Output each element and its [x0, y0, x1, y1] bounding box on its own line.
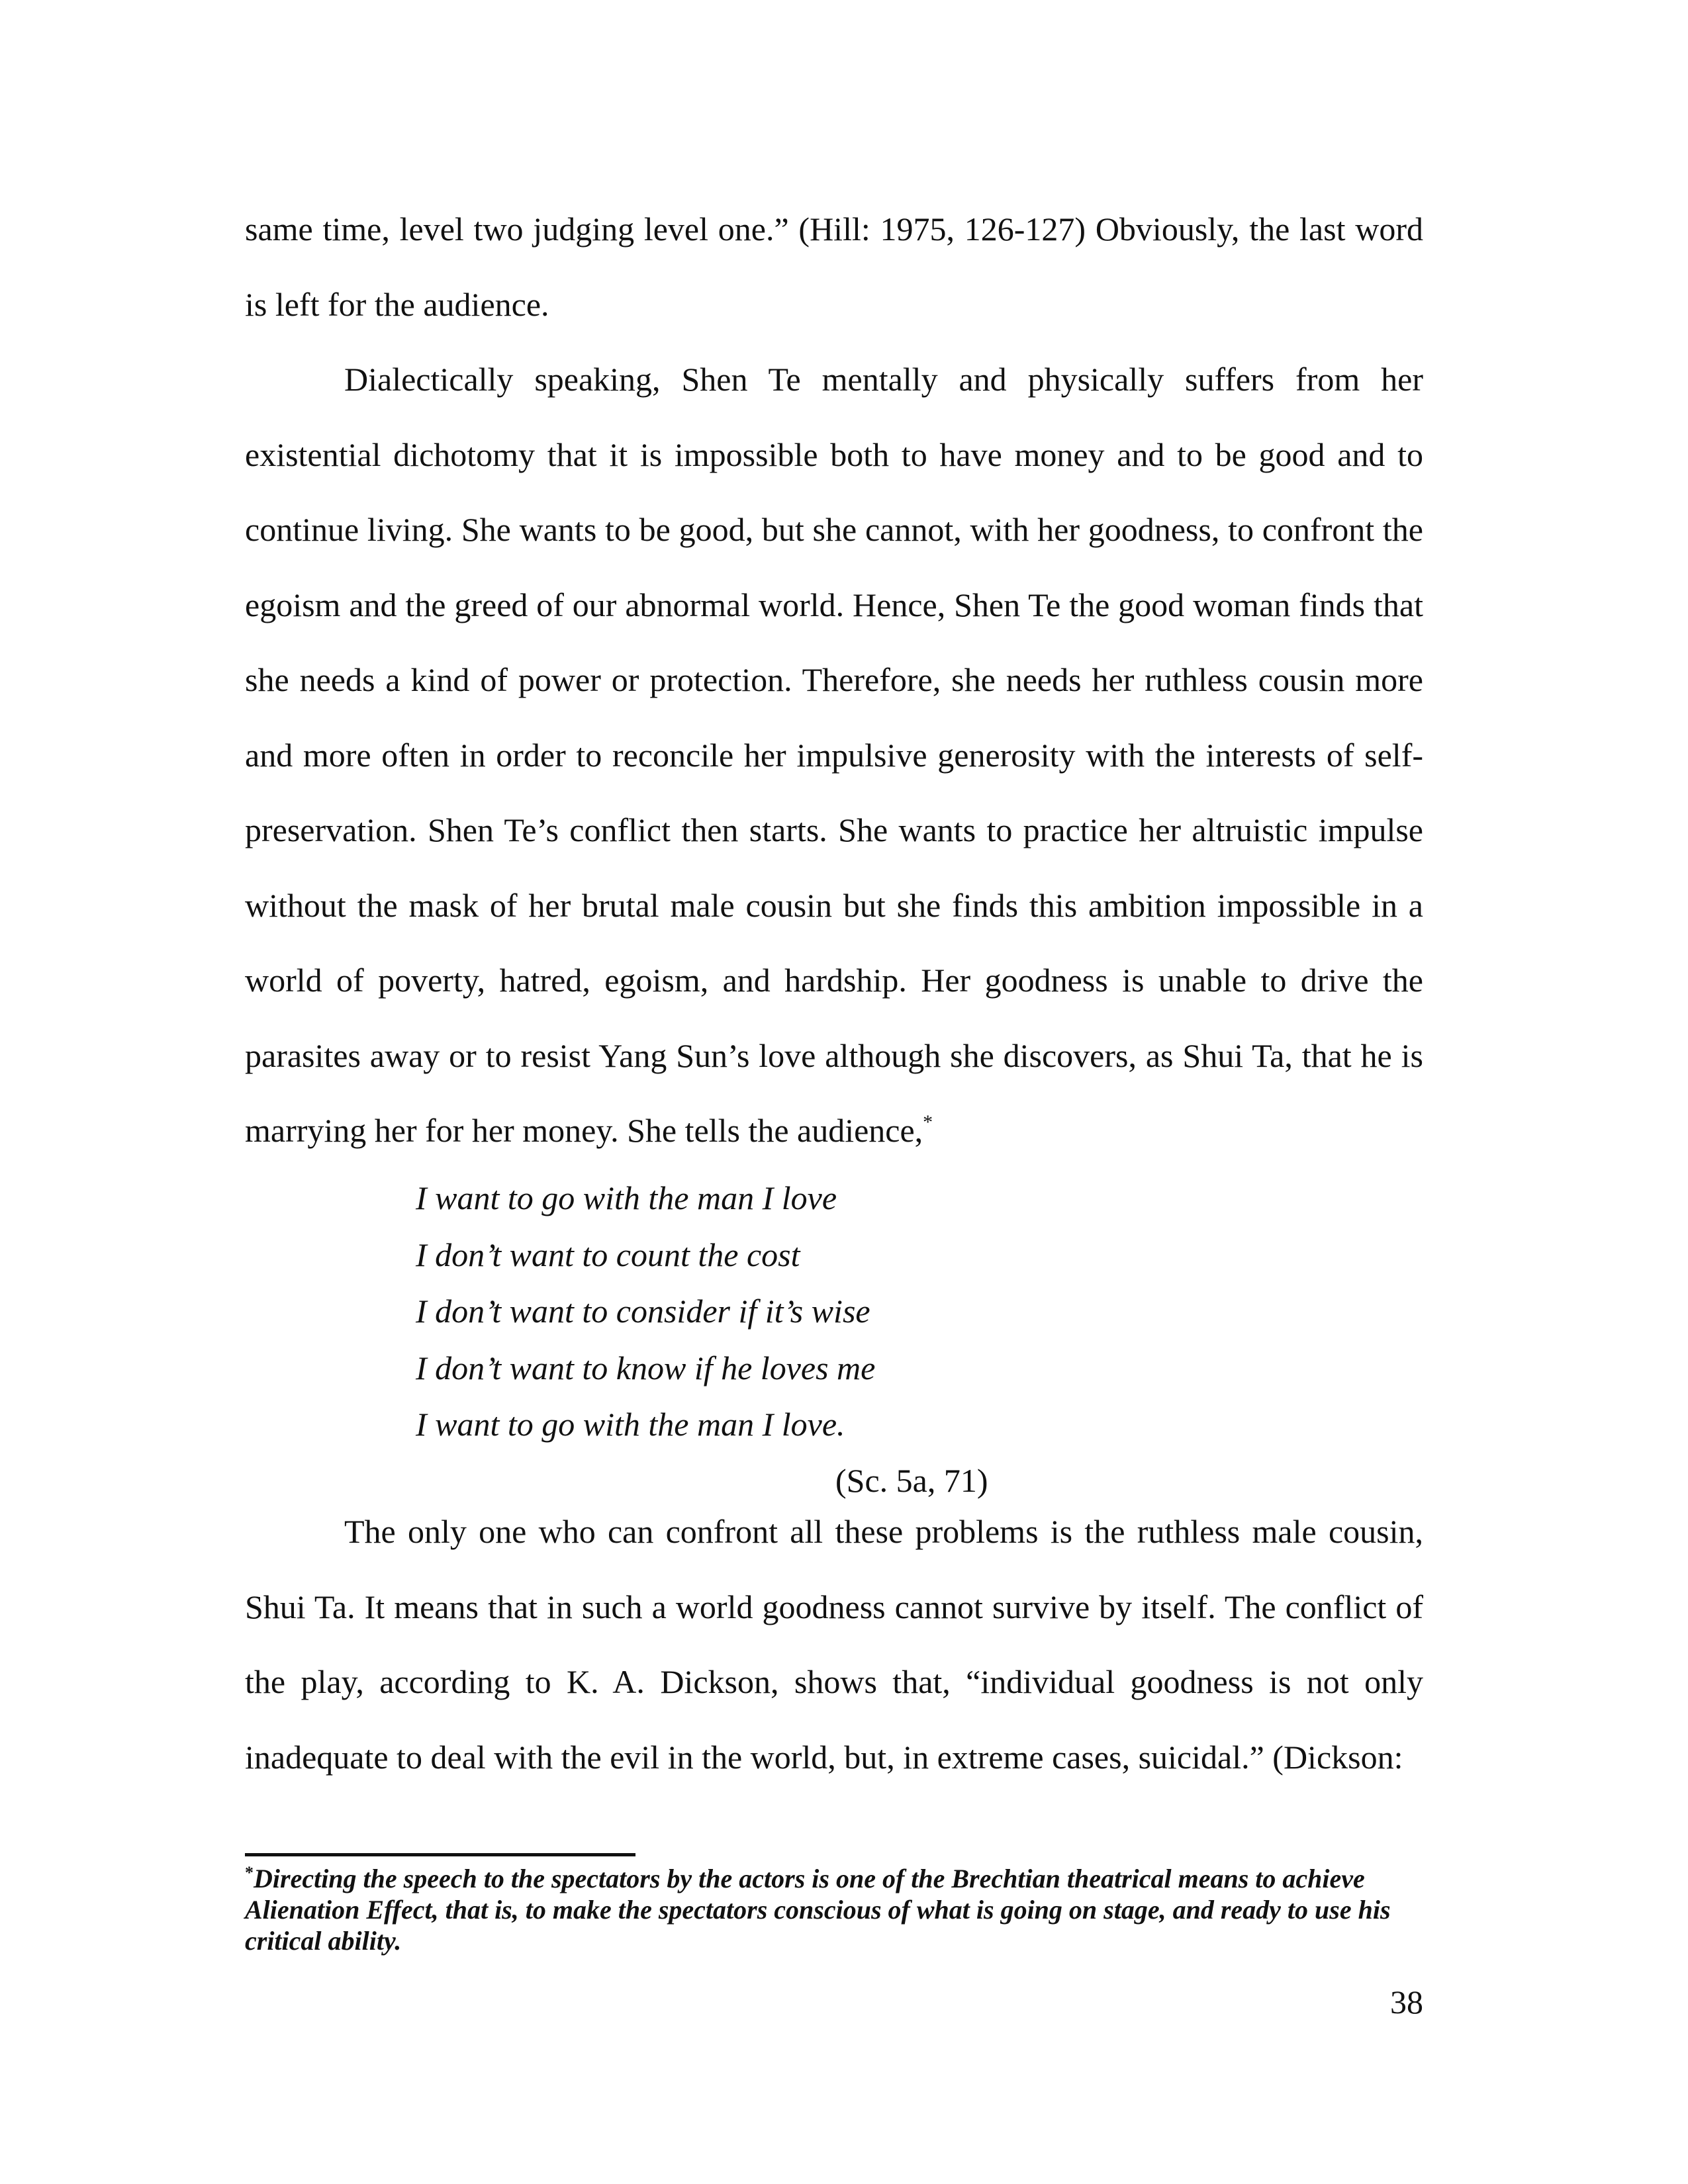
- body-text-lower: [245, 1494, 1423, 1795]
- paragraph-shen-te-dichotomy: [245, 342, 1423, 1169]
- footnote-text: Directing the speech to the spectators by the actors is one of the Brechtian theatrical means to achieve Alienation Effect, that is, to make the spectators conscious of what is going on stage, and ready to use his critical ability.: [245, 1864, 1391, 1956]
- verse-line: I don’t want to consider if it’s wise: [416, 1293, 870, 1330]
- paragraph-continuation: same time, level two judging level one.” (Hill: 1975, 126-127) Obviously, the last word is left for the audience.: [245, 210, 1423, 323]
- verse-line: I don’t want to count the cost: [416, 1236, 800, 1273]
- verse-line: I want to go with the man I love.: [416, 1406, 845, 1443]
- page-number: 38: [1390, 1983, 1423, 2021]
- verse-quotation: [416, 1170, 875, 1453]
- footnote-marker: *: [245, 1863, 254, 1882]
- paragraph-text: Dialectically speaking, Shen Te mentally and physically suffers from her existential dichotomy that it is impossible both to have money and to be good and to continue living. She wants to be good, but she cannot, with her goodness, to confront the egoism and the greed of our abnormal world. Hence, Shen Te the good woman finds that she needs a kind of power or protection. Therefore, she needs her ruthless cousin more and more often in order to reconcile her impulsive generosity with the interests of self-preservation. Shen Te’s conflict then starts. She wants to practice her altruistic impulse without the mask of her brutal male cousin but she finds this ambition impossible in a world of poverty, hatred, egoism, and hardship. Her goodness is unable to drive the parasites away or to resist Yang Sun’s love although she discovers, as Shui Ta, that he is marrying her for her money. She tells the audience,: [245, 361, 1423, 1149]
- paragraph-shui-ta: The only one who can confront all these problems is the ruthless male cousin, Shui Ta. It means that in such a world goodness cannot survive by itself. The conflict of the play, according to K. A. Dickson, shows that, “individual goodness is not only inadequate to deal with the evil in the world, but, in extreme cases, suicidal.” (Dickson:: [245, 1513, 1423, 1776]
- body-text-upper: [245, 192, 1423, 1169]
- verse-citation: (Sc. 5a, 71): [835, 1462, 988, 1499]
- verse-line: I don’t want to know if he loves me: [416, 1349, 876, 1387]
- footnote: [245, 1863, 1423, 1956]
- footnote-separator: [245, 1853, 635, 1856]
- verse-line: I want to go with the man I love: [416, 1179, 837, 1216]
- footnote-reference-marker: *: [923, 1111, 933, 1133]
